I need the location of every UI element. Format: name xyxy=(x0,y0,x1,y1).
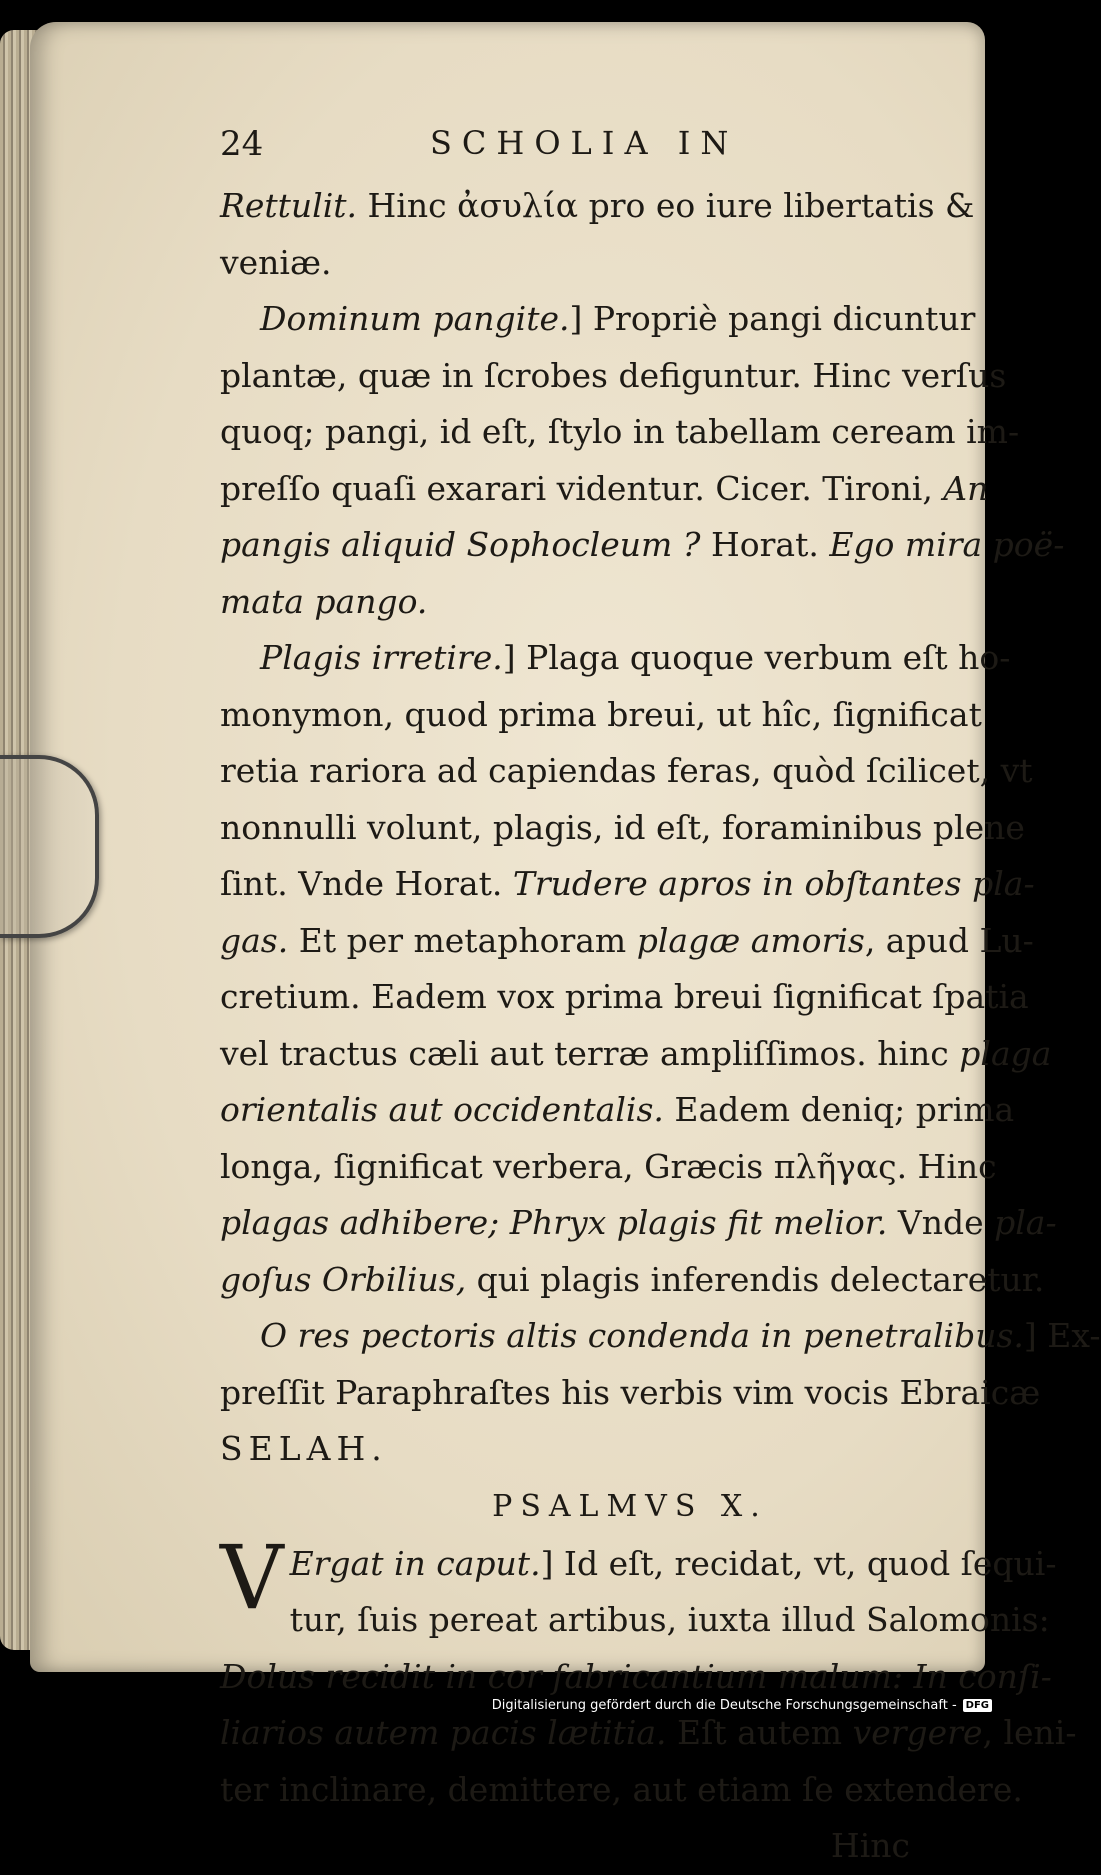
text-span: qui plagis inferendis delectaretur. xyxy=(466,1259,1045,1299)
text-line xyxy=(220,517,1065,574)
text-line xyxy=(220,856,1035,913)
text-span: Horat. xyxy=(700,525,830,564)
drop-cap: V xyxy=(220,1525,284,1629)
text-line xyxy=(220,913,1034,970)
text-span: cretium. Eadem vox prima breui ſignificat ſpatia xyxy=(220,977,1029,1016)
quotation: plagas adhibere; Phryx plagis fit melior. xyxy=(220,1203,888,1242)
lemma: Rettulit. xyxy=(220,186,358,225)
text-line xyxy=(220,630,1011,687)
catchword xyxy=(220,1818,980,1875)
page-content xyxy=(220,120,1101,1875)
quotation: mata pango. xyxy=(220,581,428,621)
page-clip xyxy=(0,755,99,938)
lemma: Plagis irretire. xyxy=(260,638,503,677)
text-line xyxy=(220,574,980,631)
text-line xyxy=(220,800,1025,857)
text-line xyxy=(220,1139,997,1196)
quotation: liarios autem pacis lætitia. xyxy=(220,1713,667,1752)
quotation: Ego mira poë- xyxy=(829,525,1065,564)
text-span: preſſit Paraphraſtes his verbis vim vocis Ebraicæ xyxy=(220,1372,1041,1412)
text-span: Eadem deniq; prima xyxy=(663,1090,1015,1129)
text-line xyxy=(220,1252,1045,1309)
text-line xyxy=(220,291,980,348)
quotation: orientalis aut occidentalis. xyxy=(220,1090,664,1129)
text-line xyxy=(220,1536,1057,1593)
quotation: Trudere apros in obſtantes pla- xyxy=(512,864,1035,903)
quotation: plaga xyxy=(959,1033,1052,1073)
text-line xyxy=(220,235,980,292)
page-number: 24 xyxy=(220,124,264,164)
text-span: Hinc ἀσυλία pro eo iure libertatis & xyxy=(357,186,975,225)
quotation: An xyxy=(943,468,989,508)
quotation: pangis aliquid Sophocleum ? xyxy=(220,525,701,564)
text-span: retia rariora ad capiendas feras, quòd ſcilicet, vt xyxy=(220,751,1033,790)
psalm-heading: PSALMVS X. xyxy=(492,1488,768,1524)
text-span: Hinc xyxy=(830,1826,910,1865)
text-span: , apud Lu- xyxy=(864,920,1034,960)
text-line xyxy=(220,1365,1041,1422)
text-span: nonnulli volunt, plagis, id eſt, foraminibus plene xyxy=(220,807,1025,847)
credit-text: Digitalisierung gefördert durch die Deutsche Forschungsgemeinschaft - xyxy=(491,1698,957,1713)
text-span: veniæ. xyxy=(220,242,332,282)
quotation: vergere xyxy=(852,1713,983,1752)
text-line xyxy=(220,404,1020,461)
quotation: pla- xyxy=(994,1203,1057,1242)
text-line xyxy=(220,178,980,235)
text-span: ] Propriè pangi dicuntur xyxy=(569,299,976,338)
text-line xyxy=(220,461,989,518)
text-line xyxy=(220,348,1007,405)
dfg-logo: DFG xyxy=(963,1699,992,1712)
text-line xyxy=(220,1082,1015,1139)
text-line xyxy=(220,1421,980,1478)
text-span: ter inclinare, demittere, aut etiam ſe extendere. xyxy=(220,1769,1023,1809)
quotation: Dolus recidit in cor fabricantium malum: In conſi- xyxy=(220,1656,1052,1696)
text-line xyxy=(220,1195,1057,1252)
text-span: ſint. Vnde Horat. xyxy=(220,864,513,903)
text-span: SELAH. xyxy=(220,1429,388,1468)
text-span: Vnde xyxy=(887,1203,995,1242)
quotation: plagæ amoris xyxy=(636,920,865,960)
text-span: ] Id eſt, recidat, vt, quod ſequi- xyxy=(540,1543,1057,1583)
lemma: Dominum pangite. xyxy=(260,299,570,338)
text-span: monymon, quod prima breui, ut hîc, ſignificat xyxy=(220,694,982,734)
text-span: longa, ſignificat verbera, Græcis πλῆγας. Hinc xyxy=(220,1146,997,1186)
text-span: tur, ſuis pereat artibus, iuxta illud Salomonis: xyxy=(289,1600,1050,1639)
digitization-credit xyxy=(492,1698,992,1713)
text-span: ] Ex- xyxy=(1023,1316,1101,1355)
text-span: vel tractus cæli aut terræ ampliſſimos. hinc xyxy=(220,1033,960,1073)
text-line xyxy=(220,743,1033,800)
quotation: gas. xyxy=(220,920,289,960)
text-span: ] Plaga quoque verbum eſt ho- xyxy=(502,638,1011,677)
lemma: Ergat in caput. xyxy=(289,1543,541,1583)
text-span: , leni- xyxy=(982,1713,1077,1752)
text-line xyxy=(220,1762,1023,1819)
running-head-title: SCHOLIA IN xyxy=(430,124,739,162)
lemma: O res pectoris altis condenda in penetralibus. xyxy=(260,1316,1024,1355)
text-line xyxy=(220,1308,1101,1365)
running-head xyxy=(220,120,980,178)
text-span: quoq; pangi, id eſt, ſtylo in tabellam ceream im- xyxy=(220,412,1020,451)
text-span: preſſo quaſi exarari videntur. Cicer. Tironi, xyxy=(220,468,944,508)
quotation: goſus Orbilius, xyxy=(220,1259,467,1299)
text-line xyxy=(220,687,980,744)
text-line xyxy=(220,1026,1052,1083)
text-span: Eſt autem xyxy=(666,1713,853,1752)
text-line xyxy=(220,969,1029,1026)
text-line xyxy=(220,1592,1050,1649)
text-span: Et per metaphoram xyxy=(288,920,637,960)
text-span: plantæ, quæ in ſcrobes defiguntur. Hinc verſus xyxy=(220,355,1007,395)
